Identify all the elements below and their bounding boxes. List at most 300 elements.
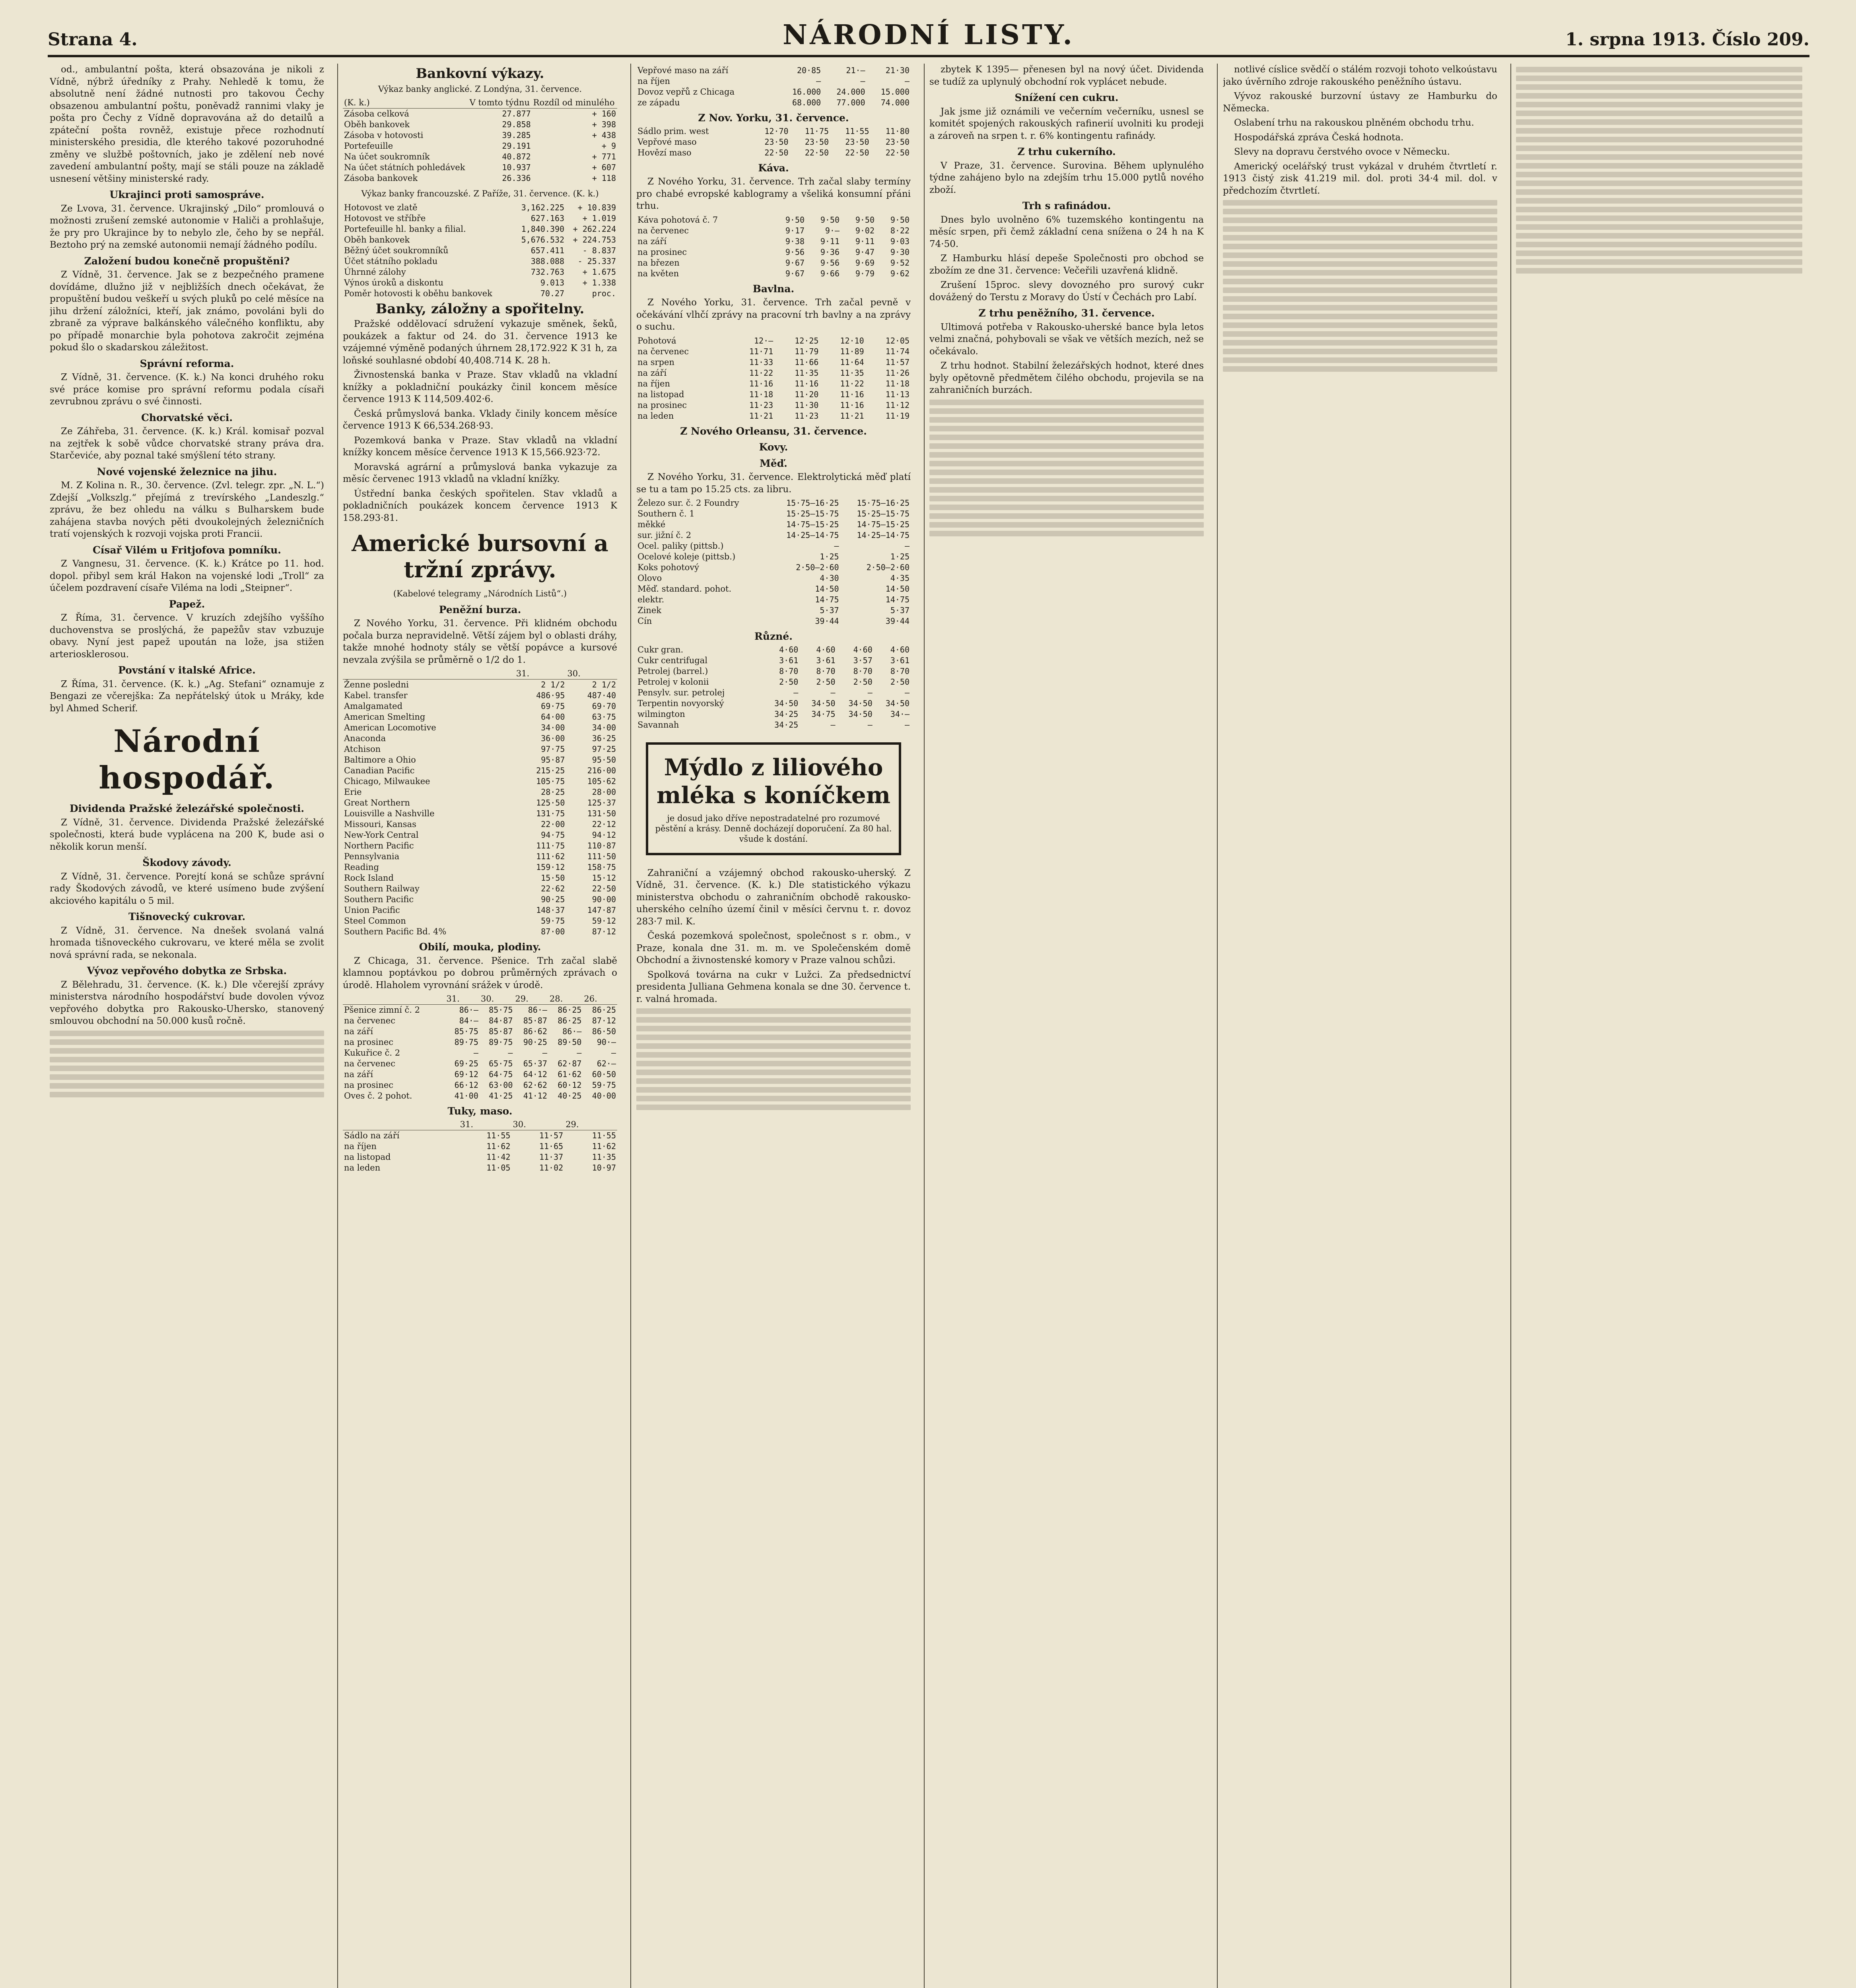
article-rafinada: Dnes bylo uvolněno 6% tuzemského kontingentu na měsíc srpen, při čemž základní cena snížena o 24 h na K 74·50. (929, 214, 1204, 249)
table-row (343, 1163, 617, 1173)
table-cell: 11·23 (749, 400, 773, 410)
table-cell: 4·35 (890, 573, 910, 583)
table-cell: + 224.753 (573, 235, 616, 245)
table-cell: 62·62 (523, 1080, 547, 1090)
table-cell: měkké (637, 520, 666, 529)
table-cell: na prosinec (637, 400, 687, 410)
table-cell: 11·74 (885, 346, 910, 356)
table-cell: 11·35 (795, 368, 819, 378)
table-cell: 16.000 (792, 87, 821, 97)
table-cell: — (867, 720, 873, 730)
table-cell: 86·— (528, 1005, 547, 1015)
table-cell: 4·30 (820, 573, 839, 583)
article-ustredni: Ústřední banka českých spořitelen. Stav vkladů a pokladničních poukázek koncem července 1913 K 158.293·81. (343, 488, 617, 523)
table-cell: 86·— (459, 1005, 478, 1015)
table-cell: 11·18 (749, 389, 773, 399)
table-cell: Zásoba celková (344, 109, 409, 118)
table-cell: 215·25 (536, 766, 565, 775)
table-row (636, 247, 911, 258)
table-cell: 11·62 (486, 1141, 511, 1151)
table-cell: 22·12 (592, 819, 616, 829)
table-cell: 84·— (459, 1016, 478, 1025)
table-cell: 9·69 (855, 258, 875, 268)
table-cell: 11·65 (539, 1141, 564, 1151)
table-cell: 105·75 (536, 777, 565, 786)
table-row (343, 173, 617, 184)
table-cell: 1·25 (890, 552, 910, 561)
table-cell: 86·50 (592, 1027, 616, 1036)
heading-kovy: Kovy. (759, 441, 788, 453)
table-cell: Rock Island (344, 873, 394, 883)
article-americky-trust: Americký ocelářský trust vykázal v druhém čtvrtletí r. 1913 čistý zisk 41.219 mil. dol. proti 34·4 mil. dol. v předchozím čtvrtletí. (1223, 161, 1497, 196)
table-cell: na říjen (637, 379, 670, 388)
table-row (343, 1026, 617, 1037)
heading-americke-burzy: Americké bursovní a tržní zprávy. (352, 530, 608, 583)
table-row (636, 346, 911, 357)
table-cell: 34·25 (774, 709, 799, 719)
table-cell: — (867, 687, 873, 697)
heading-med: Měď. (760, 457, 787, 469)
table-row (343, 862, 617, 873)
table-cell: Oves č. 2 pohot. (344, 1091, 412, 1101)
table-cell: 15.000 (880, 87, 910, 97)
table-cell: — (577, 1048, 582, 1058)
heading-spravni-reforma: Správní reforma. (140, 357, 234, 369)
heading-tuky: Tuky, maso. (447, 1105, 513, 1117)
table-cell: 23·50 (805, 137, 829, 147)
table-cell: 11·16 (749, 379, 773, 388)
article-skodovy: Z Vídně, 31. července. Porejtí koná se schůze správní rady Škodových závodů, ve které usímeno bude zvýšení akciového kapitálu o 5 mil. (50, 871, 324, 906)
table-header-cell (343, 994, 445, 1005)
table-cell: Petrolej v kolonii (637, 677, 709, 687)
table-cell: 22·62 (541, 884, 565, 893)
table-cell: Reading (344, 862, 379, 872)
table-cell: 89·75 (454, 1037, 478, 1047)
text-filler (50, 1031, 324, 1097)
table-cell: Hotovost ve stříbře (344, 213, 426, 223)
table-cell: 86·62 (523, 1027, 547, 1036)
table-row (636, 551, 911, 562)
column-4 (929, 64, 1204, 1988)
table-row (343, 712, 617, 722)
table-cell: 87·12 (592, 1016, 616, 1025)
table-cell: 9·— (825, 225, 840, 235)
table-row (636, 357, 911, 368)
table-cell: 84·87 (489, 1016, 513, 1025)
article-agrarni: Moravská agrární a průmyslová banka vykazuje za měsíc červenec 1913 vkladů na vkladní knížky. (343, 462, 617, 484)
table-cell: 90·00 (592, 895, 616, 904)
table-cell: 22·50 (764, 148, 789, 157)
table-row (343, 1037, 617, 1048)
table-cell: 62·87 (558, 1059, 582, 1068)
table-header-cell (343, 668, 515, 679)
table-cell: 14·25—14·75 (857, 530, 910, 540)
heading-ny-tuky: Z Nov. Yorku, 31. července. (698, 112, 849, 124)
table-cell: 4·60 (890, 645, 910, 654)
table-cell: Anaconda (344, 734, 386, 743)
table-header-cell: 30. (511, 1119, 564, 1130)
table-cell: Savannah (637, 720, 679, 730)
table-cell: 65·75 (489, 1059, 513, 1068)
table-cell: 68.000 (792, 98, 821, 107)
table-cell: 111·62 (536, 852, 565, 861)
table-cell: 34·50 (811, 698, 836, 708)
table-cell: 69·75 (541, 701, 565, 711)
heading-vyvoz-srbsko: Vývoz vepřového dobytka ze Srbska. (87, 965, 287, 977)
table-cell: 94·75 (541, 830, 565, 840)
table-cell: 20·85 (797, 66, 821, 75)
table-header-cell (343, 1119, 459, 1130)
table-cell: 11·55 (592, 1130, 616, 1140)
heading-zeleznice: Nové vojenské železnice na jihu. (97, 466, 277, 478)
table-row (343, 213, 617, 224)
table-cell: 87·12 (592, 927, 616, 936)
column-rule (1217, 64, 1218, 1988)
table-cell: Steel Common (344, 916, 406, 926)
table-cell: na červenec (637, 346, 689, 356)
table-cell: 29.191 (502, 141, 531, 151)
table-cell: Koks pohotový (637, 563, 700, 572)
table-cell: 9·67 (785, 258, 805, 268)
table-cell: 9·56 (820, 258, 840, 268)
table-cell: sur. jižní č. 2 (637, 530, 692, 540)
table-cell: 11·13 (885, 389, 910, 399)
table-cell: 39.285 (502, 130, 531, 140)
table-cell: Missouri, Kansas (344, 819, 416, 829)
table-header-cell: (K. k.) (343, 97, 468, 109)
table-cell: 11·71 (749, 346, 773, 356)
table-cell: 2·50 (816, 677, 836, 687)
table-cell: Southern Pacific (344, 895, 414, 904)
table-row (343, 873, 617, 883)
table-cell: American Smelting (344, 712, 426, 722)
table-row (343, 926, 617, 937)
table-row (343, 141, 617, 151)
table-row (343, 1015, 617, 1026)
table-cell: 36·25 (592, 734, 616, 743)
article-zruseni: Zrušení 15proc. slevy dovozného pro surový cukr dovážený do Terstu z Moravy do Ústí v Čechách pro Labí. (929, 280, 1204, 303)
table-cell: 28·00 (592, 787, 616, 797)
table-cell: 12·— (754, 336, 773, 346)
table-cell: 34·— (890, 709, 910, 719)
article-vyvoz-srbsko: Z Bělehradu, 31. července. (K. k.) Dle včerejší zprávy ministerstva národního hospodářství bude dovolen vývoz vepřového dobytka pro Rakousko-Uhersko, stanovený smlouvou obchodní na 50.000 kusů ročně. (50, 979, 324, 1026)
table-cell: 11·57 (885, 357, 910, 367)
table-cell: Sádlo prim. west (637, 126, 709, 136)
table-cell: 14·75 (885, 595, 910, 604)
table-cell: 14·75—15·25 (786, 520, 839, 529)
article-penezni-burza: Z Nového Yorku, 31. července. Při klidném obchodu počala burza nepravidelně. Větší zájem byl o oblasti dráhy, takže mnohé hodnoty stály se větší popávce a kursové nevzala zvýšila se průměrně o 1/2 do 1. (343, 618, 617, 665)
table-cell: Amalgamated (344, 701, 403, 711)
table-row (343, 690, 617, 701)
table-cell: Zásoba v hotovosti (344, 130, 424, 140)
table-cell: 11·12 (885, 400, 910, 410)
table-cell: 85·87 (523, 1016, 547, 1025)
table-cell: na září (344, 1027, 373, 1036)
table-row (636, 258, 911, 268)
article-tisnovecky: Z Vídně, 31. července. Na dnešek svolaná valná hromada tišnoveckého cukrovaru, ve které měla se zvolit nová správní rada, se nekonala. (50, 925, 324, 960)
table-bank-england (343, 97, 617, 184)
table-cell: 11·02 (539, 1163, 564, 1173)
table-row (343, 288, 617, 299)
table-cell: 90·25 (523, 1037, 547, 1047)
table-row (343, 701, 617, 712)
table-cell: 125·50 (536, 798, 565, 808)
table-cell: — (904, 720, 910, 730)
table-cell: 41·25 (489, 1091, 513, 1101)
article-hamburk: Z Hamburku hlásí depeše Společnosti pro obchod se zbožím ze dne 31. července: Večeřili uzavřená klidně. (929, 253, 1204, 276)
column-rule (924, 64, 925, 1988)
table-cell: 110·87 (587, 841, 616, 850)
article-oslabeni: Oslabení trhu na rakouskou plněném obchodu trhu. (1234, 118, 1474, 128)
text-filler (1516, 67, 1802, 274)
table-cell: 15·25—15·75 (857, 509, 910, 518)
table-row (343, 894, 617, 905)
table-cell: 2 1/2 (541, 680, 565, 689)
table-cell: 732.763 (531, 267, 565, 277)
table-cell: na říjen (637, 76, 670, 86)
table-cell: 14·50 (885, 584, 910, 594)
table-cell: 131·50 (587, 809, 616, 818)
table-cell: 11·75 (805, 126, 829, 136)
table-cell: 8·70 (890, 666, 910, 676)
table-row (343, 202, 617, 213)
article-trh-cukr: V Praze, 31. července. Surovina. Během uplynulého týdne zahájeno bylo na zdejším trhu 15.000 pytlů nového zboží. (929, 160, 1204, 195)
table-cell: 158·75 (587, 862, 616, 872)
table-cell: + 1.019 (582, 213, 616, 223)
table-row (343, 130, 617, 141)
table-cell: 11·20 (795, 389, 819, 399)
table-cell: 3·61 (816, 655, 836, 665)
heading-cukr: Snížení cen cukru. (1014, 92, 1119, 103)
bank-england-title: Výkaz banky anglické. Z Londýna, 31. července. (378, 84, 582, 94)
table-row (636, 225, 911, 236)
table-cell: + 771 (592, 152, 616, 161)
table-header-cell: 31. (445, 994, 480, 1005)
table-cell: 21·— (846, 66, 865, 75)
table-cell: — (834, 541, 839, 551)
table-ny-tuky (636, 126, 911, 158)
table-cell: 3·57 (853, 655, 873, 665)
table-header-cell: 30. (480, 994, 514, 1005)
table-cell: 9·02 (855, 225, 875, 235)
table-cell: Hotovost ve zlatě (344, 202, 418, 212)
table-cell: 2·50—2·60 (866, 563, 910, 572)
table-cell: Southern Railway (344, 884, 420, 893)
table-cell: 22·00 (541, 819, 565, 829)
table-cell: + 607 (592, 163, 616, 172)
table-row (343, 1048, 617, 1058)
table-cell: 40.872 (502, 152, 531, 161)
text-filler (1223, 200, 1497, 372)
table-cell: 11·64 (840, 357, 864, 367)
table-cell: 85·75 (454, 1027, 478, 1036)
heading-orleans: Z Nového Orleansu, 31. července. (680, 425, 867, 437)
table-cell: 9·66 (820, 268, 840, 278)
table-row (636, 616, 911, 627)
table-kava (636, 215, 911, 279)
table-row (636, 126, 911, 137)
table-cell: 486·95 (536, 691, 565, 700)
table-row (636, 509, 911, 519)
table-cell: Southern č. 1 (637, 509, 695, 518)
table-row (343, 1152, 617, 1163)
table-cell: 22·50 (805, 148, 829, 157)
table-cell: 90·25 (541, 895, 565, 904)
table-cell: + 10.839 (577, 202, 616, 212)
table-cell: + 9 (601, 141, 616, 151)
table-cell: 11·42 (486, 1152, 511, 1162)
table-row (636, 720, 911, 730)
table-cell: 627.163 (531, 213, 565, 223)
table-cell: + 398 (592, 120, 616, 129)
table-cell: — (904, 687, 910, 697)
heading-dividenda: Dividenda Pražské železářské společnosti. (69, 803, 305, 814)
issue-date: 1. srpna 1913. Číslo 209. (1565, 29, 1809, 50)
table-cell: 9·67 (785, 268, 805, 278)
table-cell: Na účet státních pohledávek (344, 163, 465, 172)
table-cell: 34·50 (885, 698, 910, 708)
article-zahranicni-obchod: Zahraniční a vzájemný obchod rakousko-uherský. Z Vídně, 31. července. (K. k.) Dle statistického výkazu ministerstva obchodu o zahraničním obchodě rakousko-uherského celního území činil v měsíci červnu t. r. dovoz 283·7 mil. K. (636, 868, 911, 927)
table-row (343, 1005, 617, 1016)
table-row (636, 645, 911, 655)
table-header-cell: 30. (566, 668, 617, 679)
table-cell: 8·70 (853, 666, 873, 676)
heading-banky-zalozny: Banky, záložny a spořitelny. (375, 301, 585, 317)
article-pozemkova-spolecnost: Česká pozemková společnost, společnost s r. obm., v Praze, konala dne 31. m. m. ve Společenském domě Obchodní a živnostenské komory v Praze valnou schůzi. (636, 931, 911, 965)
table-row (343, 235, 617, 245)
article-cisar-vilem: Z Vangnesu, 31. července. (K. k.) Krátce po 11. hod. dopol. přibyl sem král Hakon na vojenské lodi „Troll“ za účelem pozdravení císaře Viléma na lodi „Steipner“. (50, 559, 324, 593)
table-cell: Cukr gran. (637, 645, 684, 654)
table-cell: Běžný účet soukromníků (344, 245, 449, 255)
table-row (343, 830, 617, 841)
article-hodnoty: Z trhu hodnot. Stabilní železářských hodnot, které dnes byly opětovně předmětem čilého obchodu, projevila se na zahraničních burzách. (929, 361, 1204, 395)
table-cell: 74.000 (880, 98, 910, 107)
table-cell: 86·25 (558, 1016, 582, 1025)
table-cell: 34·50 (848, 709, 873, 719)
table-cell: 9·62 (890, 268, 910, 278)
table-row (343, 1069, 617, 1080)
table-cell: 5·37 (820, 606, 839, 615)
table-row (636, 148, 911, 158)
table-row (343, 245, 617, 256)
heading-rafinada: Trh s rafinádou. (1022, 200, 1111, 212)
table-cell: Na účet soukromník (344, 152, 430, 161)
column-rule (630, 64, 631, 1988)
table-cell: — (816, 76, 821, 86)
table-cell: 90·— (597, 1037, 616, 1047)
article-slevy-ovoce: Slevy na dopravu čerstvého ovoce v Německu. (1234, 147, 1450, 157)
table-cell: 11·79 (795, 346, 819, 356)
table-cell: proc. (592, 288, 616, 298)
table-cell: Canadian Pacific (344, 766, 415, 775)
table-row (343, 119, 617, 130)
table-cell: 66·12 (454, 1080, 478, 1090)
article-oddelovaci: Pražské oddělovací sdružení vykazuje směnek, šeků, poukázek a faktur od 24. do 31. července 1913 ke vzájemné výměně podaných úhrnem 28,172.922 K 31 h, za loňské souhlasné období 40,408.714 K. 28 h. (343, 319, 617, 366)
table-row (343, 733, 617, 744)
table-cell: 9·79 (855, 268, 875, 278)
table-cell: - 25.337 (577, 256, 616, 266)
table-cell: 22·50 (592, 884, 616, 893)
table-cell: na červenec (344, 1059, 395, 1068)
heading-penezni-burza: Peněžní burza. (439, 604, 521, 615)
table-cell: Oběh bankovek (344, 235, 410, 245)
table-cell: na prosinec (344, 1037, 394, 1047)
table-cell: — (508, 1048, 513, 1058)
table-cell: Northern Pacific (344, 841, 414, 850)
table-row (636, 97, 911, 108)
table-cell: 3·61 (890, 655, 910, 665)
table-cell: 11·23 (795, 411, 819, 421)
table-cell: 60·50 (592, 1070, 616, 1079)
heading-chorvatske: Chorvatské věci. (141, 412, 233, 423)
table-cell: 14·75—15·25 (857, 520, 910, 529)
table-cell: Měď. standard. pohot. (637, 584, 732, 594)
table-cell: Sádlo na září (344, 1130, 400, 1140)
table-cell: 64·00 (541, 712, 565, 722)
table-cell: 11·37 (539, 1152, 564, 1162)
table-cell: 23·50 (764, 137, 789, 147)
article-chorvatske: Ze Záhřeba, 31. července. (K. k.) Král. komisař pozval na zejtřek k sobě vůdce chorvatské strany práva dra. Starčeviće, aby poznal také smýšlení této strany. (50, 426, 324, 461)
table-row (636, 76, 911, 87)
table-cell: 69·25 (454, 1059, 478, 1068)
table-cell: Union Pacific (344, 905, 400, 915)
table-cell: 10·97 (592, 1163, 616, 1173)
article-ukrajinci: Ze Lvova, 31. července. Ukrajinský „Dilo“ promlouvá o možnosti zrušení zemské autonomie v Haliči a prohlašuje, že pry pro Ukrajince by to nebylo zle, čeho by se nepřál. Beztoho prý na zemské autonomii nemají žádného podílu. (50, 203, 324, 250)
table-cell: 9·03 (890, 236, 910, 246)
table-cell: 9·50 (820, 215, 840, 225)
table-row (636, 411, 911, 421)
column-rule (1510, 64, 1511, 1988)
table-cell: 2 1/2 (592, 680, 616, 689)
table-cell: 9·36 (820, 247, 840, 257)
table-cell: 111·75 (536, 841, 565, 850)
article-ceska-prumyslova: Česká průmyslová banka. Vklady činily koncem měsíce července 1913 K 66,534.268·93. (343, 408, 617, 431)
table-row (636, 655, 911, 666)
table-cell: Kukuřice č. 2 (344, 1048, 400, 1058)
column-6 (1516, 64, 1802, 1988)
table-cell: — (611, 1048, 616, 1058)
column-5 (1223, 64, 1497, 1988)
table-row (343, 798, 617, 808)
table-cell: Terpentin novyorský (637, 698, 724, 708)
table-cell: Hovězí maso (637, 148, 692, 157)
table-cell: 11·26 (885, 368, 910, 378)
table-row (636, 268, 911, 279)
table-cell: Ocel. paliky (pittsb.) (637, 541, 724, 551)
table-row (636, 236, 911, 247)
table-row (343, 278, 617, 288)
table-row (636, 400, 911, 411)
section-title-narodni-hospodar: Národní hospodář. (99, 723, 275, 796)
table-row (636, 87, 911, 97)
table-cell: 9·17 (785, 225, 805, 235)
column-rule (337, 64, 338, 1988)
table-cell: 23·50 (885, 137, 910, 147)
table-cell: 11·21 (749, 411, 773, 421)
table-cell: 11·57 (539, 1130, 564, 1140)
table-cell: elektr. (637, 595, 665, 604)
table-cell: 388.088 (531, 256, 565, 266)
column-2 (343, 64, 617, 1988)
article-zalozeni: Z Vídně, 31. července. Jak se z bezpečného pramene dovídáme, dlužno již v nejbližších dnech očekávat, že propuštění budou veškeří u svých pluků po celé měsíce na jihu držení záložníci, kteří, jak známo, povoláni byli do zbraně za výprave balkánského válečného konfliktu, aby po případě monarchie byla pohotova zakročit zejména pokud šlo o skadarskou záležitost. (50, 270, 324, 353)
table-cell: 105·62 (587, 777, 616, 786)
table-cell: 125·37 (587, 798, 616, 808)
table-cell: 12·25 (795, 336, 819, 346)
table-cell: + 160 (592, 109, 616, 118)
table-cell: 8·70 (779, 666, 799, 676)
table-cell: 11·80 (885, 126, 910, 136)
table-cell: 147·87 (587, 905, 616, 915)
